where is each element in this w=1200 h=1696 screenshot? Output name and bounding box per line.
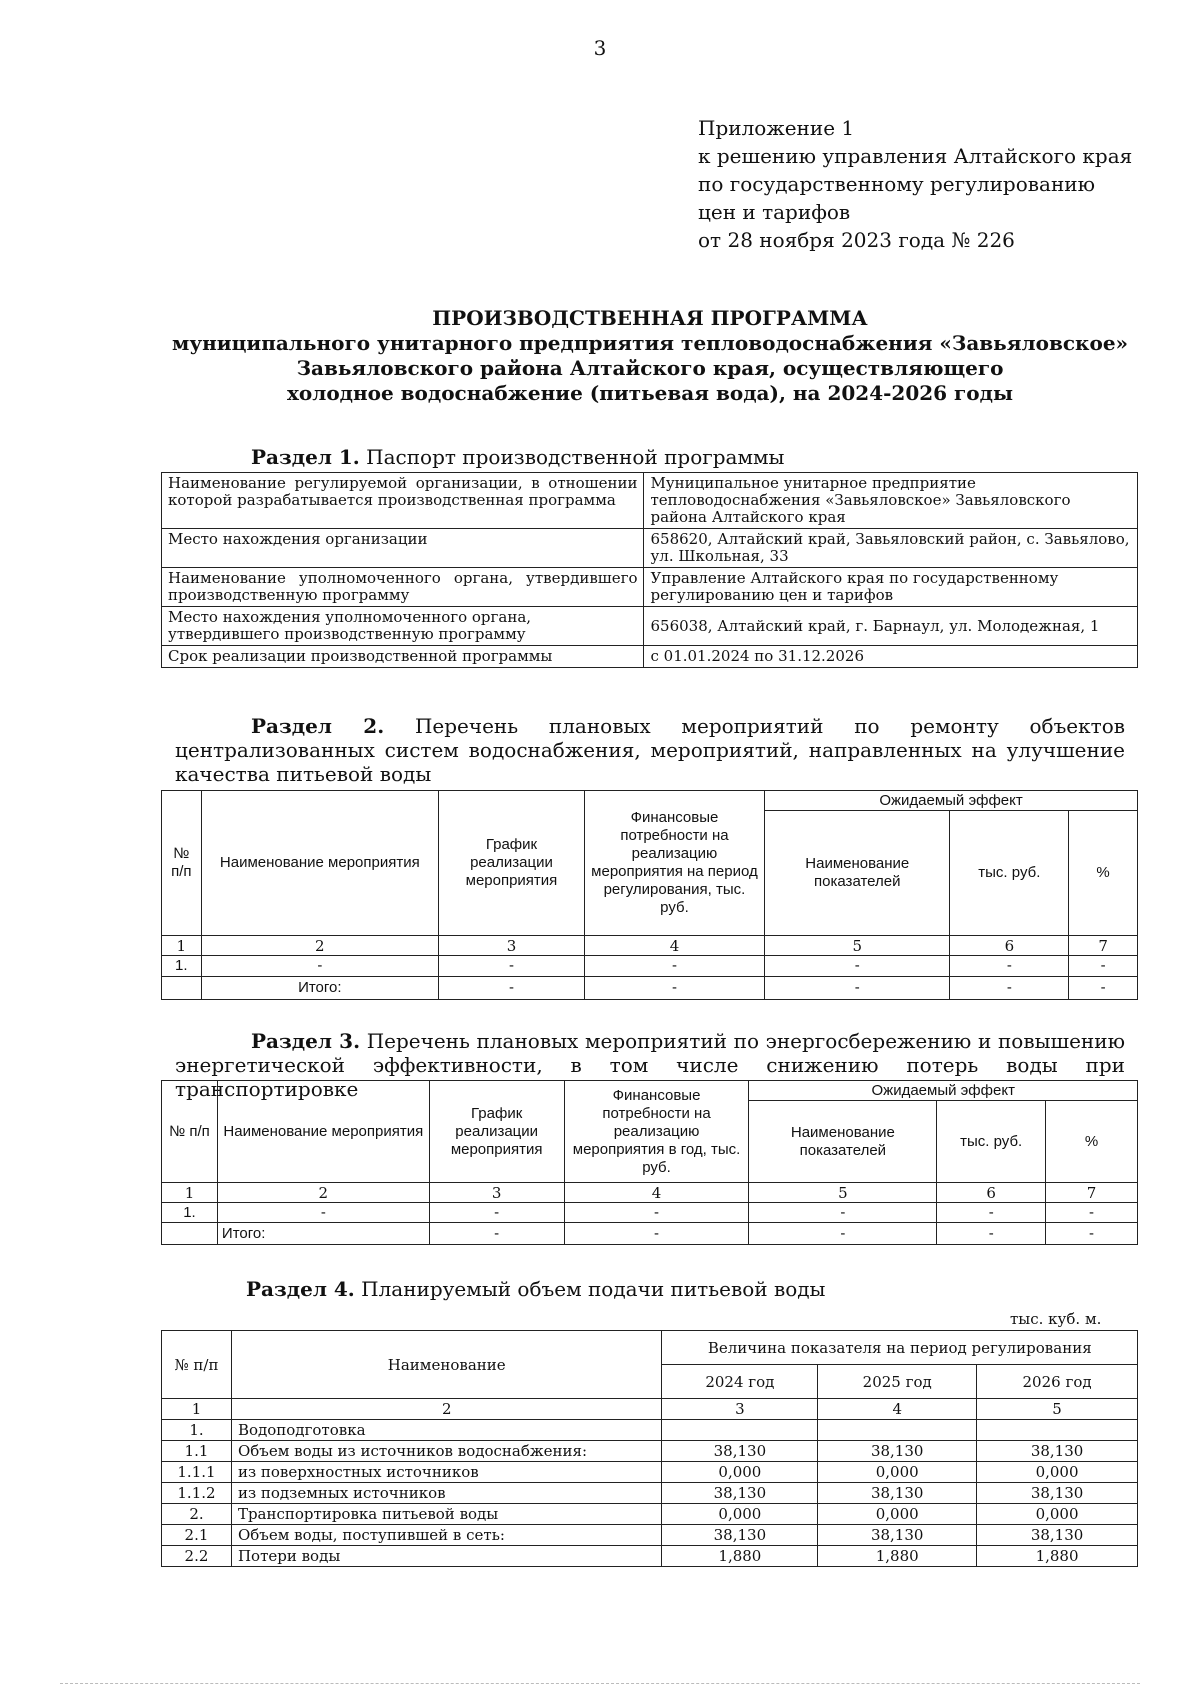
col-number: 3 — [439, 936, 585, 956]
table-cell: 1.1 — [162, 1441, 232, 1462]
col-number: 7 — [1069, 936, 1138, 956]
table-cell: 38,130 — [662, 1525, 818, 1546]
header-name: Наименование мероприятия — [217, 1081, 429, 1183]
table-cell: - — [937, 1203, 1046, 1223]
section1-text: Паспорт производственной программы — [366, 445, 785, 469]
section4-text: Планируемый объем подачи питьевой воды — [361, 1277, 826, 1301]
table-cell: 38,130 — [818, 1525, 977, 1546]
table-cell: 1. — [162, 1203, 218, 1223]
table-cell: - — [439, 956, 585, 977]
col-number: 4 — [818, 1399, 977, 1420]
table-row-total — [162, 977, 1138, 1000]
table-row-total — [162, 1223, 1138, 1245]
table-cell: Объем воды из источников водоснабжения: — [231, 1441, 662, 1462]
header-num: № п/п — [162, 791, 202, 936]
header-num: № п/п — [162, 1081, 218, 1183]
col-number: 5 — [749, 1183, 937, 1203]
table-cell: - — [429, 1223, 564, 1245]
header-schedule: График реализации мероприятия — [439, 791, 585, 936]
table-cell: 38,130 — [977, 1483, 1138, 1504]
title-line: ПРОИЗВОДСТВЕННАЯ ПРОГРАММА — [432, 306, 868, 330]
header-rub: тыс. руб. — [937, 1101, 1046, 1183]
table-cell: 38,130 — [662, 1483, 818, 1504]
table-row — [162, 1483, 1138, 1504]
section2-label: Раздел 2. — [251, 714, 385, 738]
appendix-line: от 28 ноября 2023 года № 226 — [698, 228, 1015, 252]
table-cell: - — [937, 1223, 1046, 1245]
col-number: 3 — [662, 1399, 818, 1420]
table-cell: 1,880 — [818, 1546, 977, 1567]
table-cell: - — [584, 956, 764, 977]
table-cell: - — [1046, 1203, 1138, 1223]
column-number-row — [162, 1399, 1138, 1420]
table-row — [162, 1546, 1138, 1567]
appendix-line: к решению управления Алтайского края — [698, 144, 1133, 168]
table-cell: 1,880 — [662, 1546, 818, 1567]
table-cell: Управление Алтайского края по государственному регулированию цен и тарифов — [644, 568, 1138, 607]
table-row — [162, 1525, 1138, 1546]
col-number: 6 — [950, 936, 1069, 956]
section3-text: Перечень плановых мероприятий по энергосбережению и повышению энергетической эффективности, в том числе снижению потерь воды при транспортировке — [175, 1029, 1125, 1101]
section3-label: Раздел 3. — [251, 1029, 361, 1053]
section2-text: Перечень плановых мероприятий по ремонту объектов централизованных систем водоснабжения, мероприятий, направленных на улучшение качества питьевой воды — [175, 714, 1126, 786]
table-cell: - — [217, 1203, 429, 1223]
appendix-line: Приложение 1 — [698, 116, 855, 140]
col-number: 2 — [231, 1399, 662, 1420]
section1-label: Раздел 1. — [251, 445, 360, 469]
col-number: 1 — [162, 936, 202, 956]
table-row — [162, 1441, 1138, 1462]
table-header-row — [162, 1331, 1138, 1365]
title-line: Завьяловского района Алтайского края, осуществляющего — [296, 356, 1004, 380]
table-cell: - — [1046, 1223, 1138, 1245]
table-cell: Место нахождения уполномоченного органа, утвердившего производственную программу — [162, 607, 644, 646]
table-cell: 2.1 — [162, 1525, 232, 1546]
col-number: 5 — [765, 936, 950, 956]
table-cell: 0,000 — [818, 1504, 977, 1525]
appendix-line: цен и тарифов — [698, 200, 851, 224]
table-cell: - — [1069, 956, 1138, 977]
section4-heading — [246, 1277, 825, 1301]
table-cell: - — [765, 956, 950, 977]
col-number: 4 — [564, 1183, 749, 1203]
col-number: 4 — [584, 936, 764, 956]
column-number-row — [162, 936, 1138, 956]
table-row — [162, 1504, 1138, 1525]
table-cell: 0,000 — [818, 1462, 977, 1483]
unit-label: тыс. куб. м. — [1010, 1310, 1102, 1328]
table-cell: Муниципальное унитарное предприятие тепловодоснабжения «Завьяловское» Завьяловского района Алтайского края — [644, 473, 1138, 529]
table-cell: Объем воды, поступившей в сеть: — [231, 1525, 662, 1546]
table-cell: Водоподготовка — [231, 1420, 662, 1441]
table-cell: Срок реализации производственной программы — [162, 646, 644, 668]
table-row — [162, 646, 1138, 668]
header-finance: Финансовые потребности на реализацию мероприятия на период регулирования, тыс. руб. — [584, 791, 764, 936]
table-cell: 0,000 — [977, 1504, 1138, 1525]
header-pct: % — [1069, 811, 1138, 936]
table-cell: 1,880 — [977, 1546, 1138, 1567]
table-cell: 0,000 — [662, 1462, 818, 1483]
table-cell: из поверхностных источников — [231, 1462, 662, 1483]
header-effect: Ожидаемый эффект — [749, 1081, 1138, 1101]
table-cell: 38,130 — [977, 1441, 1138, 1462]
table-cell: Место нахождения организации — [162, 529, 644, 568]
table-cell — [818, 1420, 977, 1441]
table-cell — [162, 977, 202, 1000]
table-cell: Наименование уполномоченного органа, утвердившего производственную программу — [162, 568, 644, 607]
header-indicators: Наименование показателей — [765, 811, 950, 936]
table-row — [162, 607, 1138, 646]
table-cell: - — [765, 977, 950, 1000]
scan-artifact-line — [60, 1683, 1140, 1685]
table-cell: Итого: — [201, 977, 438, 1000]
table-cell: 0,000 — [662, 1504, 818, 1525]
table-cell: - — [749, 1203, 937, 1223]
header-period: Величина показателя на период регулирования — [662, 1331, 1138, 1365]
table-cell: - — [564, 1223, 749, 1245]
table-cell: 656038, Алтайский край, г. Барнаул, ул. Молодежная, 1 — [644, 607, 1138, 646]
table-cell: 38,130 — [662, 1441, 818, 1462]
water-supply-volume-table — [161, 1330, 1138, 1567]
section4-label: Раздел 4. — [246, 1277, 355, 1301]
table-cell: - — [1069, 977, 1138, 1000]
table-cell: 38,130 — [977, 1525, 1138, 1546]
table-row — [162, 1420, 1138, 1441]
section1-heading — [251, 445, 784, 469]
header-year: 2025 год — [818, 1365, 977, 1399]
table-cell: Итого: — [217, 1223, 429, 1245]
column-number-row — [162, 1183, 1138, 1203]
table-cell: - — [201, 956, 438, 977]
section2-heading — [175, 714, 1125, 786]
table-cell — [977, 1420, 1138, 1441]
table-cell: 38,130 — [818, 1483, 977, 1504]
table-cell: из подземных источников — [231, 1483, 662, 1504]
table-cell: - — [950, 956, 1069, 977]
header-indicators: Наименование показателей — [749, 1101, 937, 1183]
col-number: 2 — [217, 1183, 429, 1203]
table-header-row — [162, 1081, 1138, 1101]
document-title — [120, 306, 1180, 406]
header-year: 2026 год — [977, 1365, 1138, 1399]
col-number: 2 — [201, 936, 438, 956]
table-cell: - — [439, 977, 585, 1000]
header-name: Наименование мероприятия — [201, 791, 438, 936]
table-cell: 658620, Алтайский край, Завьяловский район, с. Завьялово, ул. Школьная, 33 — [644, 529, 1138, 568]
table-header-row — [162, 791, 1138, 811]
appendix-block — [698, 114, 1132, 254]
table-cell: 1.1.1 — [162, 1462, 232, 1483]
table-cell: Наименование регулируемой организации, в отношении которой разрабатывается производственная программа — [162, 473, 644, 529]
header-num: № п/п — [162, 1331, 232, 1399]
table-cell: 1.1.2 — [162, 1483, 232, 1504]
appendix-line: по государственному регулированию — [698, 172, 1096, 196]
table-cell: 38,130 — [818, 1441, 977, 1462]
table-cell: 1. — [162, 1420, 232, 1441]
table-cell — [662, 1420, 818, 1441]
header-finance: Финансовые потребности на реализацию мероприятия в год, тыс. руб. — [564, 1081, 749, 1183]
table-cell: 2. — [162, 1504, 232, 1525]
title-line: муниципального унитарного предприятия тепловодоснабжения «Завьяловское» — [171, 331, 1129, 355]
table-cell: - — [429, 1203, 564, 1223]
page-number: 3 — [593, 36, 607, 60]
table-row — [162, 529, 1138, 568]
header-schedule: График реализации мероприятия — [429, 1081, 564, 1183]
repair-measures-table — [161, 790, 1138, 1000]
col-number: 5 — [977, 1399, 1138, 1420]
table-cell: - — [950, 977, 1069, 1000]
col-number: 7 — [1046, 1183, 1138, 1203]
header-rub: тыс. руб. — [950, 811, 1069, 936]
table-cell: - — [564, 1203, 749, 1223]
table-cell: Транспортировка питьевой воды — [231, 1504, 662, 1525]
table-cell: с 01.01.2024 по 31.12.2026 — [644, 646, 1138, 668]
header-pct: % — [1046, 1101, 1138, 1183]
header-name: Наименование — [231, 1331, 662, 1399]
table-cell: 0,000 — [977, 1462, 1138, 1483]
col-number: 1 — [162, 1399, 232, 1420]
energy-saving-table — [161, 1080, 1138, 1245]
table-row — [162, 568, 1138, 607]
title-line: холодное водоснабжение (питьевая вода), на 2024-2026 годы — [286, 381, 1014, 405]
table-cell: - — [584, 977, 764, 1000]
table-cell: 1. — [162, 956, 202, 977]
table-row — [162, 473, 1138, 529]
table-row — [162, 956, 1138, 977]
col-number: 6 — [937, 1183, 1046, 1203]
header-effect: Ожидаемый эффект — [765, 791, 1138, 811]
header-year: 2024 год — [662, 1365, 818, 1399]
table-cell: - — [749, 1223, 937, 1245]
table-row — [162, 1462, 1138, 1483]
table-row — [162, 1203, 1138, 1223]
table-cell — [162, 1223, 218, 1245]
table-cell: Потери воды — [231, 1546, 662, 1567]
col-number: 3 — [429, 1183, 564, 1203]
passport-table — [161, 472, 1138, 668]
col-number: 1 — [162, 1183, 218, 1203]
table-cell: 2.2 — [162, 1546, 232, 1567]
